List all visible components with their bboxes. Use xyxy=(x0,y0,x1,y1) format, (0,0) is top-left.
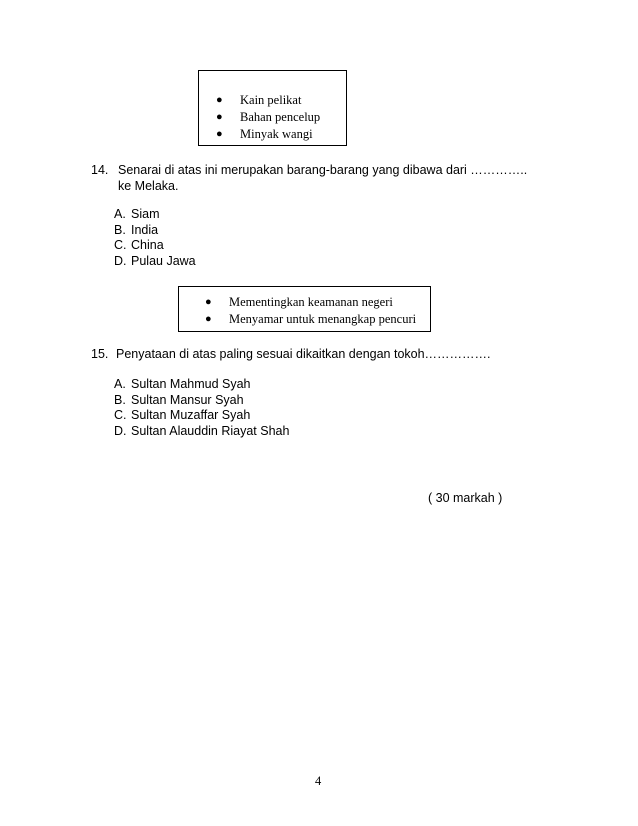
question-15-text: Penyataan di atas paling sesuai dikaitkan dengan tokoh……………. xyxy=(116,347,491,361)
total-marks: ( 30 markah ) xyxy=(428,491,503,505)
question-15-number: 15. xyxy=(91,347,109,361)
option-a[interactable]: A. Siam xyxy=(114,207,160,221)
goods-list xyxy=(216,92,346,143)
question-15-options xyxy=(114,377,374,439)
question-14-options xyxy=(114,207,314,269)
list-item: ● Bahan pencelup xyxy=(216,110,321,124)
page-number: 4 xyxy=(315,774,322,788)
info-box-statement xyxy=(178,286,431,332)
info-box-goods xyxy=(198,70,347,146)
question-14-text-line1: Senarai di atas ini merupakan barang-barang yang dibawa dari ………….. xyxy=(118,163,528,177)
statement-list xyxy=(205,294,430,328)
bullet-icon: ● xyxy=(216,111,223,123)
bullet-icon: ● xyxy=(205,296,212,308)
option-b[interactable]: B. India xyxy=(114,222,159,237)
option-c[interactable]: C. Sultan Muzaffar Syah xyxy=(114,408,251,422)
list-item: ● Menyamar untuk menangkap pencuri xyxy=(205,312,417,326)
question-14-number: 14. xyxy=(91,163,109,177)
option-c[interactable]: C. China xyxy=(114,238,164,252)
bullet-icon: ● xyxy=(216,94,223,106)
list-item: ● Kain pelikat xyxy=(216,93,302,107)
list-item: ● Mementingkan keamanan negeri xyxy=(205,295,393,309)
bullet-icon: ● xyxy=(216,128,223,140)
list-item: ● Minyak wangi xyxy=(216,127,313,141)
question-14-text-line2: ke Melaka. xyxy=(118,179,179,193)
option-d[interactable]: D. Sultan Alauddin Riayat Shah xyxy=(114,423,290,438)
option-d[interactable]: D. Pulau Jawa xyxy=(114,253,196,268)
bullet-icon: ● xyxy=(205,313,212,325)
option-b[interactable]: B. Sultan Mansur Syah xyxy=(114,392,244,407)
option-a[interactable]: A. Sultan Mahmud Syah xyxy=(114,377,251,391)
